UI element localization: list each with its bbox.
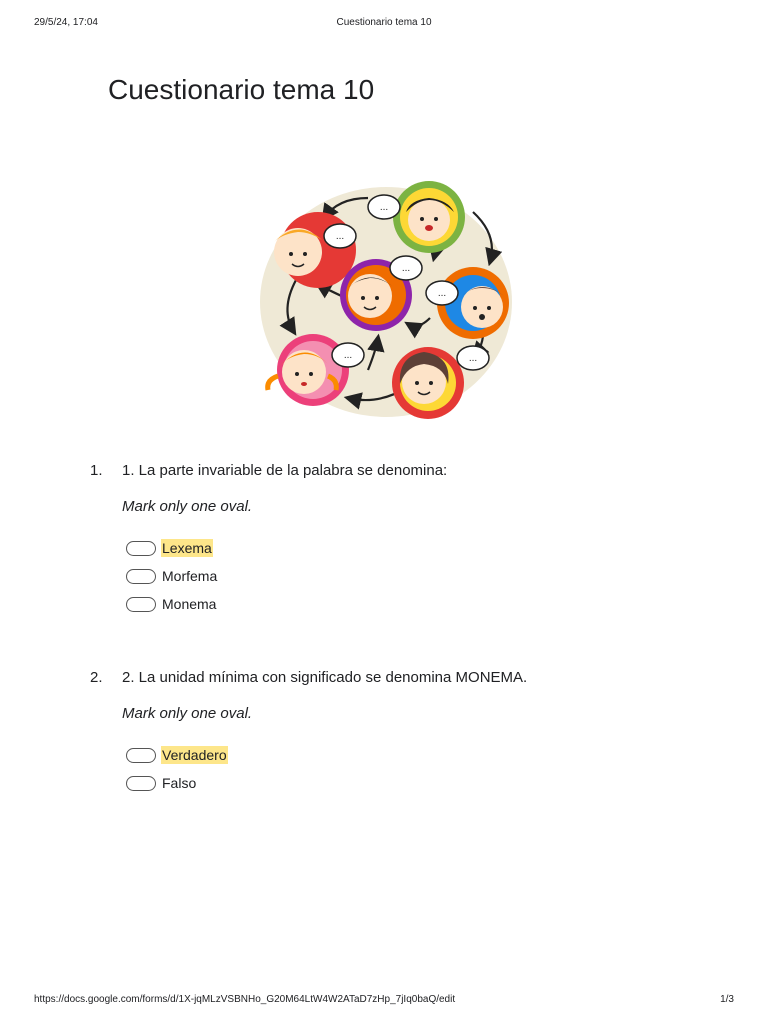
option-label: Falso	[162, 775, 197, 791]
question-hint: Mark only one oval.	[122, 705, 253, 722]
page-url: https://docs.google.com/forms/d/1X-jqMLzVSBNHo_G20M64LtW4W2ATaD7zHp_7jIq0baQ/edit	[34, 994, 456, 1005]
option-lexema[interactable]	[126, 534, 218, 562]
speech-bubble-text: ...	[343, 350, 353, 361]
question-hint: Mark only one oval.	[122, 498, 253, 515]
page-number: 1/3	[720, 994, 734, 1005]
speech-bubble-text: ...	[335, 231, 345, 242]
radio-oval[interactable]	[126, 597, 156, 612]
question-text: 1. La parte invariable de la palabra se denomina:	[122, 462, 448, 479]
speech-bubble-text: ...	[468, 353, 478, 364]
speech-bubble-text: ...	[401, 263, 411, 274]
children-talking-cycle-illustration-icon	[258, 180, 515, 420]
form-title: Cuestionario tema 10	[108, 74, 375, 105]
speech-bubble-text: ...	[437, 288, 447, 299]
radio-oval[interactable]	[126, 776, 156, 791]
option-verdadero[interactable]	[126, 741, 228, 769]
print-datetime: 29/5/24, 17:04	[34, 17, 98, 28]
option-morfema[interactable]	[126, 562, 218, 590]
option-label: Morfema	[162, 568, 218, 584]
option-monema[interactable]	[126, 590, 218, 618]
options-list	[126, 534, 218, 618]
print-title: Cuestionario tema 10	[336, 17, 432, 28]
radio-oval[interactable]	[126, 569, 156, 584]
children-talking-illustration	[258, 180, 515, 420]
question-number: 2.	[90, 669, 103, 686]
question-text: 2. La unidad mínima con significado se denomina MONEMA.	[122, 669, 528, 686]
option-label: Verdadero	[162, 747, 227, 763]
print-footer	[34, 994, 734, 1008]
option-label: Lexema	[162, 540, 212, 556]
speech-bubble-text: ...	[379, 202, 389, 213]
question-number: 1.	[90, 462, 103, 479]
options-list	[126, 741, 228, 797]
radio-oval[interactable]	[126, 748, 156, 763]
option-falso[interactable]	[126, 769, 228, 797]
option-label: Monema	[162, 596, 217, 612]
radio-oval[interactable]	[126, 541, 156, 556]
print-header	[34, 17, 734, 31]
